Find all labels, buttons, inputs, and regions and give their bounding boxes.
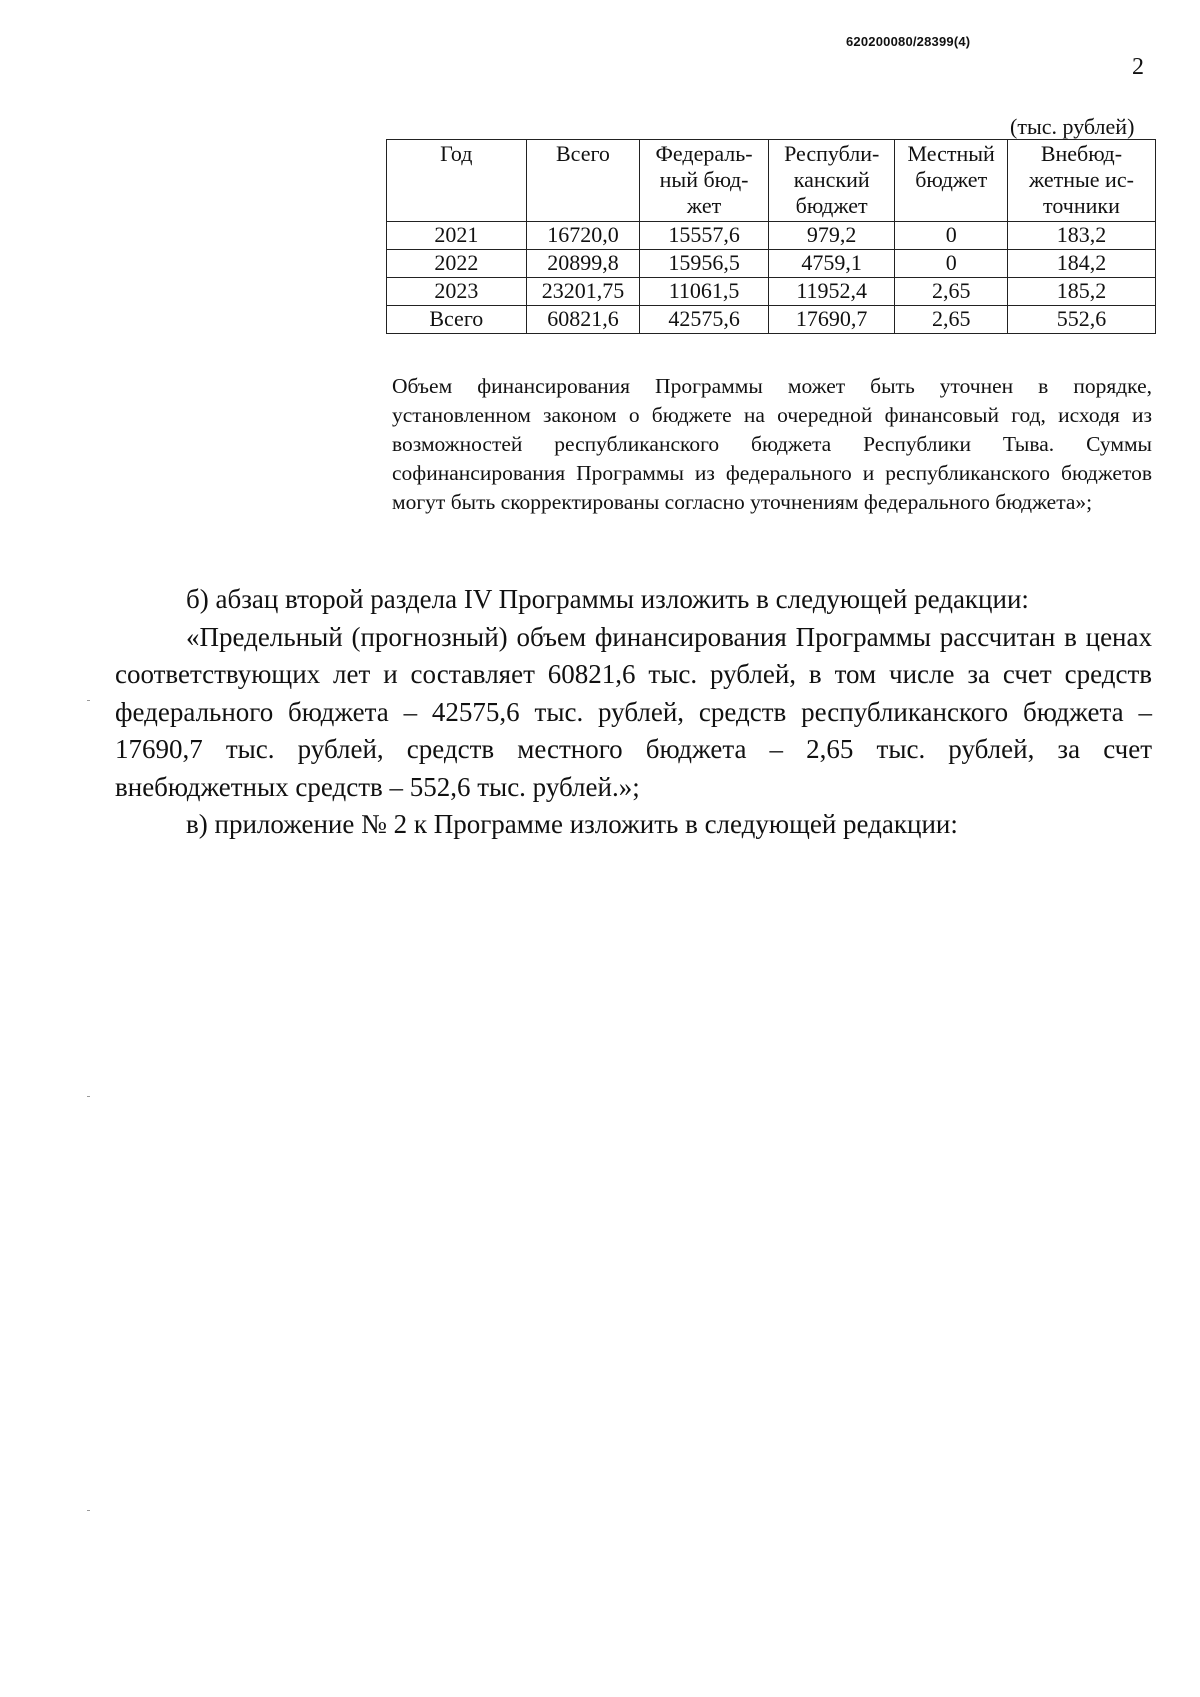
main-text xyxy=(115,581,1152,844)
table-row xyxy=(387,278,1156,306)
table-cell: 16720,0 xyxy=(526,222,640,250)
scan-margin-mark xyxy=(87,1510,90,1511)
table-cell: 15557,6 xyxy=(640,222,769,250)
table-cell: 979,2 xyxy=(768,222,895,250)
table-cell: 2022 xyxy=(387,250,527,278)
column-header-republic-budget: Республи- канский бюджет xyxy=(768,140,895,222)
scan-margin-mark xyxy=(87,1096,90,1097)
table-cell: 42575,6 xyxy=(640,306,769,334)
table-cell: Всего xyxy=(387,306,527,334)
column-header-extrabudgetary-sources: Внебюд- жетные ис- точники xyxy=(1007,140,1155,222)
table-cell: 17690,7 xyxy=(768,306,895,334)
funding-note-text: Объем финансирования Программы может быть уточнен в порядке, установленном законом о бюджете на очередной финансовый год, исходя из возможностей республиканского бюджета Республики Тыва. Суммы софинансирования Программы из федерального и республиканского бюджетов могут быть скорректированы согласно уточнениям федерального бюджета»; xyxy=(392,374,1152,514)
column-header-year: Год xyxy=(387,140,527,222)
funding-table xyxy=(386,139,1156,334)
table-cell: 2021 xyxy=(387,222,527,250)
table-cell: 184,2 xyxy=(1007,250,1155,278)
table-row-total xyxy=(387,306,1156,334)
table-cell: 185,2 xyxy=(1007,278,1155,306)
column-header-federal-budget: Федераль- ный бюд- жет xyxy=(640,140,769,222)
table-cell: 0 xyxy=(895,250,1007,278)
funding-note xyxy=(392,372,1152,517)
table-cell: 4759,1 xyxy=(768,250,895,278)
table-cell: 20899,8 xyxy=(526,250,640,278)
table-cell: 60821,6 xyxy=(526,306,640,334)
table-header-row xyxy=(387,140,1156,222)
table-cell: 11061,5 xyxy=(640,278,769,306)
table-cell: 23201,75 xyxy=(526,278,640,306)
scan-margin-mark xyxy=(87,700,90,701)
column-header-total: Всего xyxy=(526,140,640,222)
table-units-label: (тыс. рублей) xyxy=(1010,114,1135,139)
paragraph-b: б) абзац второй раздела IV Программы изложить в следующей редакции: xyxy=(186,584,1029,614)
table-row xyxy=(387,250,1156,278)
paragraph-c: в) приложение № 2 к Программе изложить в следующей редакции: xyxy=(186,809,958,839)
table-cell: 15956,5 xyxy=(640,250,769,278)
table-cell: 0 xyxy=(895,222,1007,250)
page-number: 2 xyxy=(1132,54,1144,80)
paragraph-quote: «Предельный (прогнозный) объем финансирования Программы рассчитан в ценах соответствующих лет и составляет 60821,6 тыс. рублей, в том числе за счет средств федерального бюджета – 42575,6 тыс. рублей, средств республиканского бюджета – 17690,7 тыс. рублей, средств местного бюджета – 2,65 тыс. рублей, за счет внебюджетных средств – 552,6 тыс. рублей.»; xyxy=(115,621,1152,802)
column-header-local-budget: Местный бюджет xyxy=(895,140,1007,222)
table-cell: 11952,4 xyxy=(768,278,895,306)
table-cell: 2,65 xyxy=(895,306,1007,334)
table-cell: 2023 xyxy=(387,278,527,306)
table-cell: 183,2 xyxy=(1007,222,1155,250)
table-row xyxy=(387,222,1156,250)
table-cell: 2,65 xyxy=(895,278,1007,306)
table-cell: 552,6 xyxy=(1007,306,1155,334)
document-code: 620200080/28399(4) xyxy=(846,34,971,49)
